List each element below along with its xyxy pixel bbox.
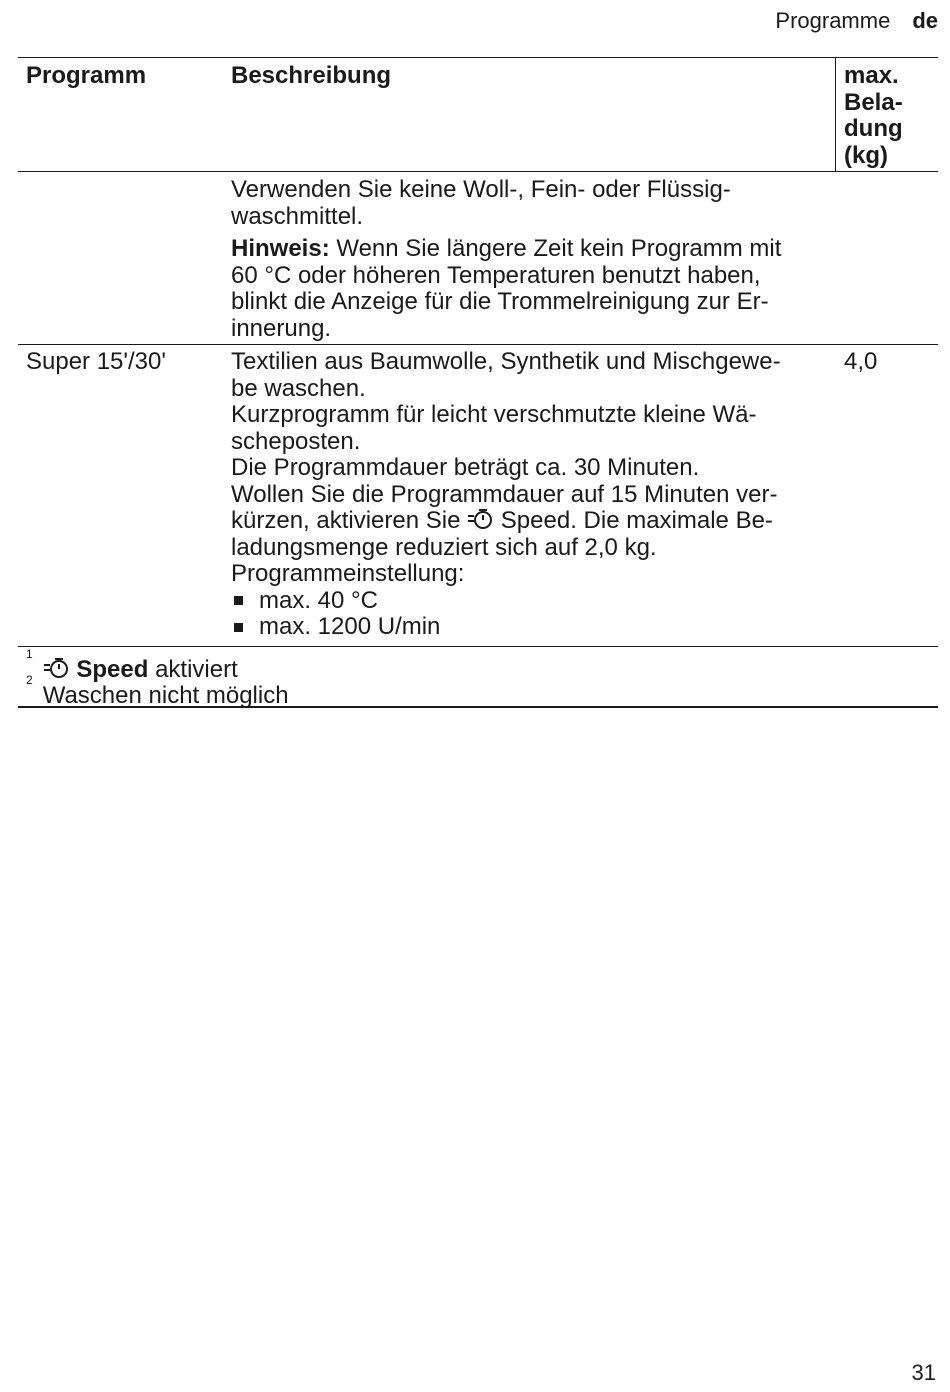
bullet-item: max. 40 °C bbox=[231, 588, 826, 615]
header-bottom-rule bbox=[18, 171, 938, 172]
speed-timer-icon bbox=[467, 508, 494, 530]
bullet-item: max. 1200 U/min bbox=[231, 614, 826, 641]
speed-timer-icon bbox=[43, 657, 70, 679]
section-title: Programme bbox=[775, 8, 891, 33]
row2-load: 4,0 bbox=[844, 348, 878, 375]
bullet-square-icon bbox=[234, 623, 243, 632]
header-column-divider bbox=[835, 57, 836, 172]
header-load: max. Bela- dung (kg) bbox=[844, 62, 903, 169]
row-divider bbox=[18, 344, 938, 345]
header-description: Beschreibung bbox=[231, 62, 392, 89]
row1-description: Verwenden Sie keine Woll-, Fein- oder Flüssig- waschmittel. Hinweis: Wenn Sie längere Zeit kein Programm mit 60 °C oder höheren Temperaturen benutzt haben, blinkt die Anzeige für die Trommelreinigung zur Er- innerung. bbox=[231, 176, 782, 342]
header-program: Programm bbox=[26, 62, 147, 89]
footnote-1: $^1$ Speed aktiviert bbox=[26, 647, 238, 683]
bullet-square-icon bbox=[234, 596, 243, 605]
page-number: 31 bbox=[911, 1360, 936, 1385]
language-code: de bbox=[912, 8, 938, 33]
footnote-2: $^2$Waschen nicht möglich bbox=[26, 673, 289, 709]
page-header bbox=[775, 8, 938, 34]
hint-label: Hinweis: bbox=[231, 235, 330, 262]
table-bottom-rule bbox=[18, 646, 938, 647]
table-top-rule bbox=[18, 57, 938, 58]
row2-program: Super 15'/30' bbox=[26, 348, 166, 375]
row2-description: Textilien aus Baumwolle, Synthetik und Mischgewe- be waschen. Kurzprogramm für leicht verschmutzte kleine Wä- scheposten. Die Programmdauer beträgt ca. 30 Minuten. Wollen Sie die Programmdauer auf 15 Minuten ver- kürzen, aktivieren Sie Speed. Die maximale Be- ladungsmenge reduziert sich auf 2,0 kg. Programmeinstellung: max. 40 °C max. 1200 U/min bbox=[231, 349, 826, 641]
